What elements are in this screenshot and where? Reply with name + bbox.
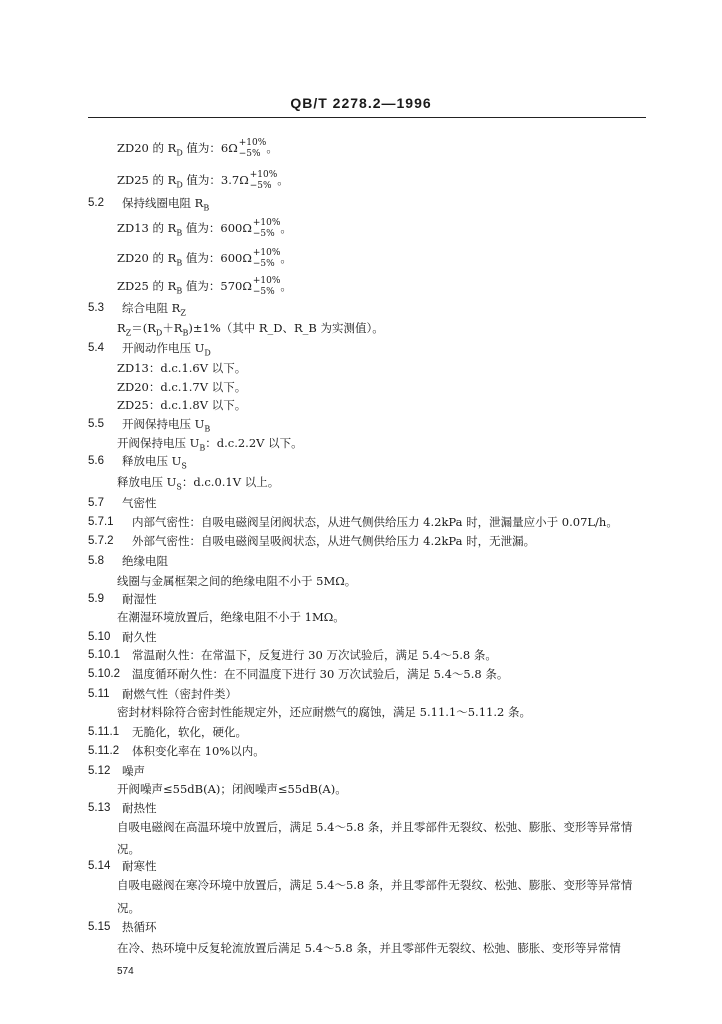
body-line: 在潮湿环境放置后，绝缘电阻不小于 1MΩ。 <box>117 610 345 624</box>
clause-heading: 绝缘电阻 <box>122 554 168 568</box>
body-line: ZD20：d.c.1.7V 以下。 <box>117 380 247 394</box>
body-line: ZD20 的 $R_D$ 值为：6Ω +10% −5% 。 <box>117 138 278 159</box>
body-line: 况。 <box>117 901 140 915</box>
body-line: 开阀噪声≤55dB(A)；闭阀噪声≤55dB(A)。 <box>117 782 347 796</box>
clause-number: 5.11.2 <box>88 745 120 757</box>
clause-heading: 耐久性 <box>122 630 157 644</box>
tolerance: +10% −5% <box>252 218 281 239</box>
clause-heading: 噪声 <box>122 764 145 778</box>
clause-number: 5.7.1 <box>88 516 114 528</box>
clause-number: 5.5 <box>88 418 104 430</box>
header-rule <box>88 117 646 118</box>
clause-number: 5.2 <box>88 197 104 209</box>
tolerance: +10% −5% <box>249 170 278 191</box>
clause-number: 5.3 <box>88 302 104 314</box>
body-line: 释放电压 $U_S$：d.c.0.1V 以上。 <box>117 475 280 492</box>
body-line: 在冷、热环境中反复轮流放置后满足 5.4～5.8 条，并且零部件无裂纹、松弛、膨胀、变形等异常情 <box>117 941 621 955</box>
body-line: ZD25 的 $R_D$ 值为：3.7Ω +10% −5% 。 <box>117 170 289 191</box>
clause-number: 5.10.2 <box>88 668 120 680</box>
clause-number: 5.9 <box>88 593 104 605</box>
clause-heading: 释放电压 $U_S$ <box>122 454 187 471</box>
clause-heading: 常温耐久性：在常温下，反复进行 30 万次试验后，满足 5.4～5.8 条。 <box>132 648 497 662</box>
body-line: ZD25 的 $R_B$ 值为：570Ω +10% −5% 。 <box>117 276 292 297</box>
clause-heading: 内部气密性：自吸电磁阀呈闭阀状态，从进气侧供给压力 4.2kPa 时，泄漏量应小于 0.07L/h。 <box>132 515 618 529</box>
clause-number: 5.12 <box>88 765 111 777</box>
clause-heading: 保持线圈电阻 $R_B$ <box>122 196 210 213</box>
tolerance: +10% −5% <box>238 138 267 159</box>
body-line: 况。 <box>117 842 140 856</box>
body-line: ZD25：d.c.1.8V 以下。 <box>117 398 247 412</box>
body-line: $R_Z=(R_D+R_B)\pm 1\%$（其中 R_D、R_B 为实测值）。 <box>117 321 384 338</box>
body-line: 自吸电磁阀在寒冷环境中放置后，满足 5.4～5.8 条，并且零部件无裂纹、松弛、膨胀、变形等异常情 <box>117 878 633 892</box>
tolerance: +10% −5% <box>252 276 281 297</box>
clause-number: 5.6 <box>88 455 104 467</box>
clause-heading: 耐寒性 <box>122 859 157 873</box>
clause-number: 5.15 <box>88 921 111 933</box>
body-line: 开阀保持电压 $U_B$：d.c.2.2V 以下。 <box>117 436 303 453</box>
body-line: ZD13：d.c.1.6V 以下。 <box>117 361 247 375</box>
clause-heading: 开阀动作电压 $U_D$ <box>122 341 211 358</box>
clause-heading: 外部气密性：自吸电磁阀呈吸阀状态，从进气侧供给压力 4.2kPa 时，无泄漏。 <box>132 534 536 548</box>
clause-number: 5.14 <box>88 860 111 872</box>
clause-number: 5.10 <box>88 631 111 643</box>
clause-number: 5.10.1 <box>88 649 120 661</box>
clause-number: 5.7 <box>88 497 104 509</box>
clause-number: 5.8 <box>88 555 104 567</box>
clause-number: 5.13 <box>88 802 111 814</box>
clause-heading: 热循环 <box>122 920 157 934</box>
page-number: 574 <box>117 966 134 977</box>
clause-heading: 开阀保持电压 $U_B$ <box>122 417 211 434</box>
clause-heading: 温度循环耐久性：在不同温度下进行 30 万次试验后，满足 5.4～5.8 条。 <box>132 667 509 681</box>
body-line: 自吸电磁阀在高温环境中放置后，满足 5.4～5.8 条，并且零部件无裂纹、松弛、膨胀、变形等异常情 <box>117 820 633 834</box>
clause-heading: 综合电阻 $R_Z$ <box>122 301 186 318</box>
clause-heading: 气密性 <box>122 496 157 510</box>
clause-heading: 无脆化，软化，硬化。 <box>132 725 247 739</box>
clause-heading: 体积变化率在 10%以内。 <box>132 744 265 758</box>
body-line: ZD13 的 $R_B$ 值为：600Ω +10% −5% 。 <box>117 218 292 239</box>
clause-number: 5.11 <box>88 688 110 700</box>
tolerance: +10% −5% <box>252 248 281 269</box>
clause-heading: 耐湿性 <box>122 592 157 606</box>
body-line: ZD20 的 $R_B$ 值为：600Ω +10% −5% 。 <box>117 248 292 269</box>
body-line: 线圈与金属框架之间的绝缘电阻不小于 5MΩ。 <box>117 574 357 588</box>
clause-heading: 耐燃气性（密封件类） <box>122 687 237 701</box>
body-line: 密封材料除符合密封性能规定外，还应耐燃气的腐蚀，满足 5.11.1～5.11.2 条。 <box>117 705 531 719</box>
clause-number: 5.4 <box>88 342 104 354</box>
clause-number: 5.11.1 <box>88 726 120 738</box>
clause-heading: 耐热性 <box>122 801 157 815</box>
clause-number: 5.7.2 <box>88 535 114 547</box>
standard-header: QB/T 2278.2—1996 <box>290 95 432 111</box>
